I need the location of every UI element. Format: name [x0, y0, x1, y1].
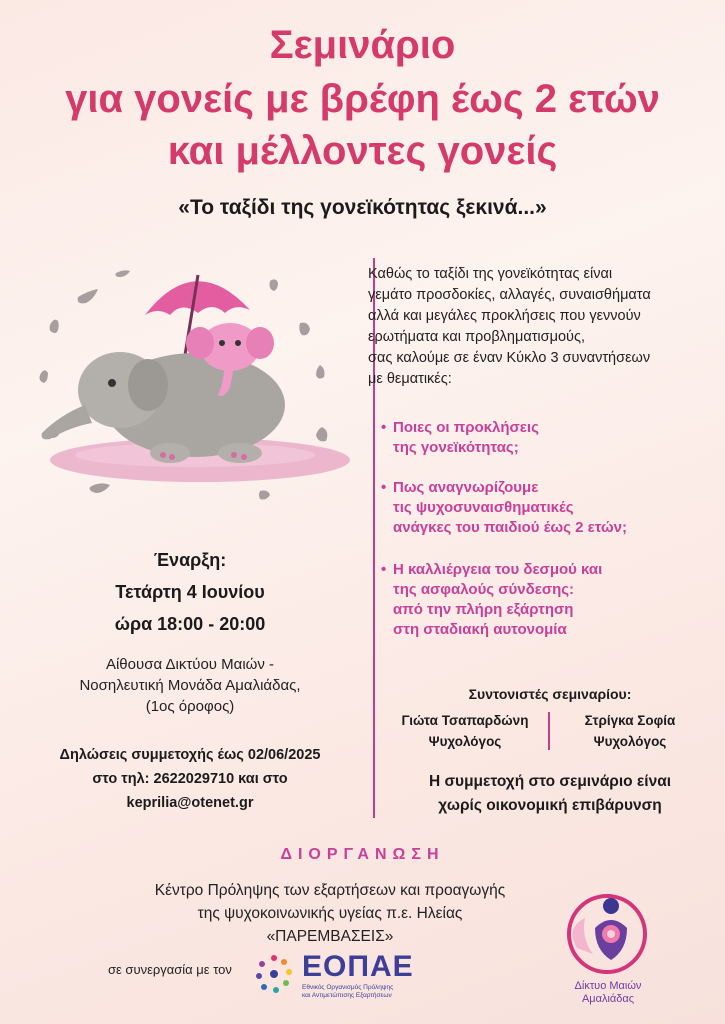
intro-line: σας καλούμε σε έναν Κύκλο 3 συναντήσεων	[368, 350, 651, 366]
coordinator-name: Στρίγκα Σοφία	[584, 713, 676, 728]
coordinator-role: Ψυχολόγος	[593, 734, 667, 749]
midwives-network-logo-icon	[555, 888, 655, 980]
coordinators-title: Συντονιστές σεμιναρίου:	[468, 686, 632, 702]
topic-line: τις ψυχοσυναισθηματικές	[393, 499, 574, 516]
intro-line: γεμάτο προσδοκίες, αλλαγές, συναισθήματα	[368, 287, 651, 303]
network-name-line: Δίκτυο Μαιών	[574, 980, 642, 992]
start-date: Τετάρτη 4 Ιουνίου	[115, 582, 265, 602]
organizer-label: ΔΙΟΡΓΑΝΩΣΗ	[280, 846, 445, 863]
bullet-dot: •	[381, 479, 387, 496]
topic-2	[381, 478, 628, 538]
free-notice-line-2: χωρίς οικονομική επιβάρυνση	[438, 797, 662, 814]
title-line-1: Σεμινάριο	[269, 23, 456, 67]
registration-line-2: στο τηλ: 2622029710 και στο	[92, 771, 288, 787]
title-line-3: και μέλλοντες γονείς	[167, 129, 558, 173]
coordinator-name: Γιώτα Τσαπαρδώνη	[401, 713, 529, 728]
topic-line: Η καλλιέργεια του δεσμού και	[393, 561, 603, 578]
intro-text	[368, 264, 708, 390]
coordinator-role: Ψυχολόγος	[428, 734, 502, 749]
organizer-line-1: Κέντρο Πρόληψης των εξαρτήσεων και προαγωγής	[154, 882, 506, 899]
eopae-subtitle-line: και Αντιμετώπισης Εξαρτήσεων	[302, 992, 392, 999]
start-time: ώρα 18:00 - 20:00	[114, 614, 266, 634]
organizer-line-3: «ΠΑΡΕΜΒΑΣΕΙΣ»	[266, 928, 394, 945]
coordinator-divider	[548, 712, 550, 750]
coordinator-right	[555, 710, 705, 752]
midwives-network-name	[548, 980, 668, 1006]
intro-line: αλλά και μεγάλες προκλήσεις που γεννούν	[368, 308, 641, 324]
topic-line: της γονεϊκότητας;	[393, 439, 519, 456]
intro-line: Καθώς το ταξίδι της γονεϊκότητας είναι	[368, 266, 613, 282]
bullet-dot: •	[381, 561, 387, 578]
topic-line: της ασφαλούς σύνδεσης:	[393, 581, 575, 598]
topic-3	[381, 560, 603, 640]
venue-line-1: Αίθουσα Δικτύου Μαιών -	[105, 656, 275, 673]
venue-line-3: (1ος όροφος)	[145, 698, 235, 715]
intro-line: ερωτήματα και προβληματισμούς,	[368, 329, 585, 345]
organizer-line-2: της ψυχοκοινωνικής υγείας π.ε. Ηλείας	[197, 905, 463, 922]
elephant-umbrella-illustration	[20, 255, 360, 515]
eopae-logo-icon	[250, 950, 298, 998]
network-name-line: Αμαλιάδας	[581, 993, 635, 1005]
start-label: Έναρξη:	[153, 550, 227, 570]
topic-line: ανάγκες του παιδιού έως 2 ετών;	[393, 519, 628, 536]
subtitle: «Το ταξίδι της γονεϊκότητας ξεκινά...»	[178, 196, 547, 219]
topic-line: Ποιες οι προκλήσεις	[393, 419, 539, 436]
topic-line: στη σταδιακή αυτονομία	[393, 621, 567, 638]
venue-line-2: Νοσηλευτική Μονάδα Αμαλιάδας,	[79, 677, 301, 694]
topic-line: Πως αναγνωρίζουμε	[393, 479, 539, 496]
collaboration-text: σε συνεργασία με τον	[108, 962, 232, 977]
intro-line: με θεματικές:	[368, 371, 452, 387]
eopae-subtitle	[302, 984, 442, 1000]
eopae-subtitle-line: Εθνικός Οργανισμός Πρόληψης	[302, 984, 394, 991]
coordinator-left	[385, 710, 545, 752]
topic-1	[381, 418, 539, 458]
title-line-2: για γονείς με βρέφη έως 2 ετών	[65, 77, 660, 121]
free-notice-line-1: Η συμμετοχή στο σεμινάριο είναι	[428, 773, 672, 790]
registration-email[interactable]: keprilia@otenet.gr	[126, 795, 254, 811]
topic-line: από την πλήρη εξάρτηση	[393, 601, 574, 618]
registration-line-1: Δηλώσεις συμμετοχής έως 02/06/2025	[59, 747, 321, 763]
eopae-name: ΕΟΠΑΕ	[302, 950, 414, 983]
bullet-dot: •	[381, 419, 387, 436]
